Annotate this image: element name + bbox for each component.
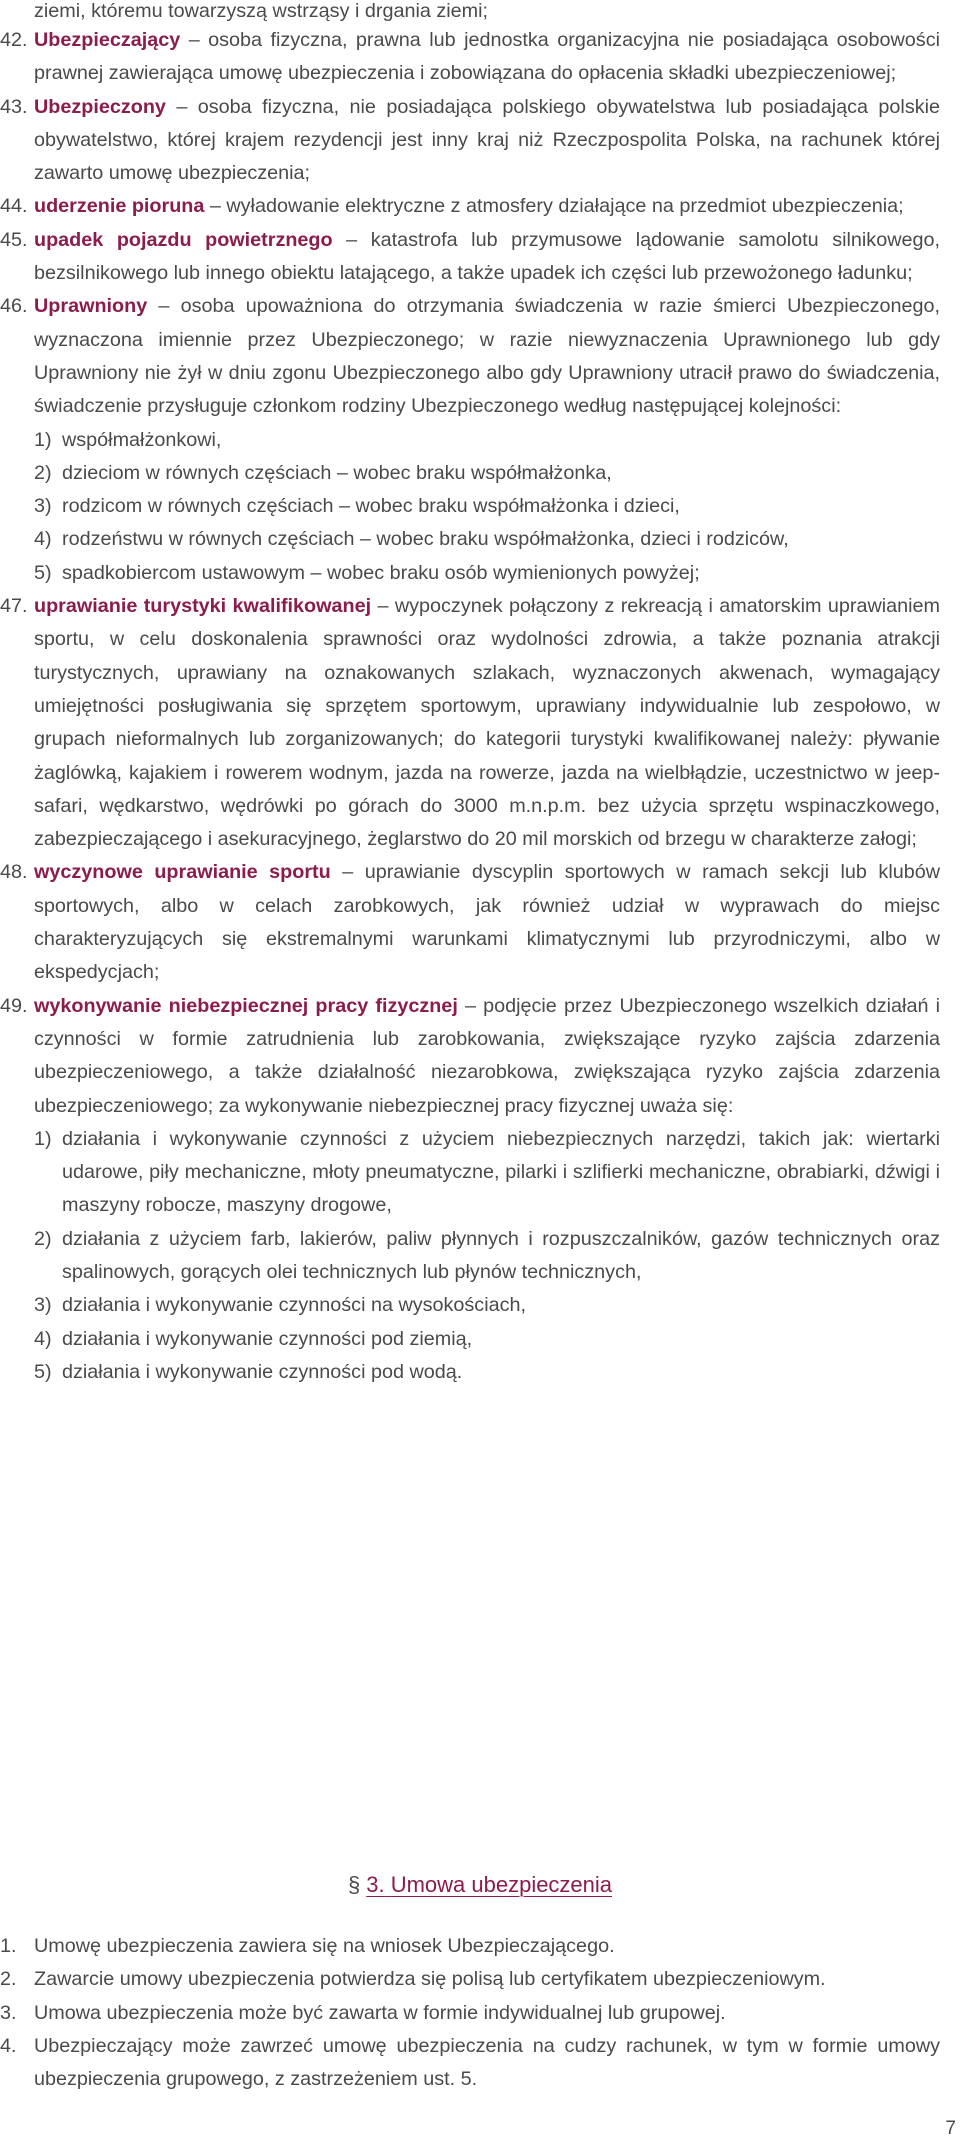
- paragraph-item: [0, 1997, 940, 2030]
- paragraph-text: Zawarcie umowy ubezpieczenia potwierdza się polisą lub certyfikatem ubezpieczeniowym.: [34, 1968, 826, 1991]
- paragraph-text: Ubezpieczający może zawrzeć umowę ubezpieczenia na cudzy rachunek, w tym w formie umowy ubezpieczenia grupowego, z zastrzeżeniem ust. 5.: [34, 2034, 940, 2091]
- definition-text: – osoba fizyczna, nie posiadająca polskiego obywatelstwa lub posiadająca polskie obywatelstwo, której krajem rezydencji jest inny kraj niż Rzeczpospolita Polska, na rachunek której zawarto umowę ubezpieczenia;: [34, 95, 940, 185]
- section-heading: [0, 1870, 960, 1900]
- definition-number: 49.: [0, 994, 28, 1017]
- paragraph-item: [0, 2030, 940, 2097]
- definition-text: – wypoczynek połączony z rekreacją i amatorskim uprawianiem sportu, w celu doskonalenia sprawności oraz wydolności zdrowia, a także poznania atrakcji turystycznych, uprawiany na oznakowanych szlakach, wyznaczonych akwenach, wymagający umiejętności posługiwania się sprzętem sportowym, uprawiany indywidualnie lub zespołowo, w grupach nieformalnych lub zorganizowanych; do kategorii turystyki kwalifikowanej należy: pływanie żaglówką, kajakiem i rowerem wodnym, jazda na rowerze, jazda na wielbłądzie, uczestnictwo w jeep-safari, wędkarstwo, wędrówki po górach do 3000 m.n.p.m. bez użycia sprzętu wspinaczkowego, zabezpieczającego i asekuracyjnego, żeglarstwo do 20 mil morskich od brzegu w charakterze załogi;: [34, 595, 940, 851]
- paragraph-list: [0, 1930, 940, 2096]
- definition-number: 47.: [0, 595, 28, 618]
- definition-number: 42.: [0, 29, 28, 51]
- definition-text: – osoba fizyczna, prawna lub jednostka organizacyjna nie posiadająca osobowości prawnej zawierająca umowę ubezpieczenia i zobowiązana do opłacenia składki ubezpieczeniowej;: [34, 29, 940, 85]
- definition-item: [0, 290, 940, 590]
- section-title: Umowa ubezpieczenia: [390, 1872, 613, 1897]
- definition-term: Uprawniony: [34, 295, 148, 318]
- definition-text: – podjęcie przez Ubezpieczonego wszelkich działań i czynności w formie zatrudnienia lub zarobkowania, zwiększające ryzyko zajścia zdarzenia ubezpieczeniowego, a także działalność niezarobkowa, zwiększająca ryzyko zajścia zdarzenia ubezpieczeniowego; za wykonywanie niebezpiecznej pracy fizycznej uważa się:: [34, 994, 940, 1117]
- definitions-list: [0, 24, 960, 1389]
- sub-list-text: działania z użyciem farb, lakierów, paliw płynnych i rozpuszczalników, gazów technicznych oraz spalinowych, gorących olei technicznych lub płynów technicznych,: [62, 1227, 940, 1283]
- definition-term: Ubezpieczony: [34, 95, 166, 118]
- sub-list-text: rodzicom w równych częściach – wobec braku współmałżonka i dzieci,: [62, 495, 680, 518]
- sub-list-item: [34, 1289, 940, 1322]
- paragraph-number: 3.: [0, 2001, 17, 2024]
- definition-text: – wyładowanie elektryczne z atmosfery działające na przedmiot ubezpieczenia;: [204, 195, 904, 218]
- definition-item: [0, 91, 940, 191]
- sub-list-text: dzieciom w równych częściach – wobec braku współmałżonka,: [62, 461, 612, 484]
- definition-number: 43.: [0, 95, 28, 118]
- section-sign-icon: §: [347, 1872, 361, 1897]
- definition-term: wykonywanie niebezpiecznej pracy fizycznej: [34, 994, 458, 1017]
- paragraph-item: [0, 1963, 940, 1996]
- definition-item: [0, 190, 940, 223]
- sub-list-text: działania i wykonywanie czynności na wysokościach,: [62, 1294, 526, 1317]
- sub-list-item: [34, 523, 940, 556]
- definition-term: uprawianie turystyki kwalifikowanej: [34, 595, 372, 618]
- paragraph-number: 2.: [0, 1968, 17, 1991]
- definition-number: 44.: [0, 195, 28, 218]
- sub-list-text: działania i wykonywanie czynności pod ziemią,: [62, 1327, 473, 1350]
- sub-list-number: 1): [34, 428, 52, 451]
- definition-item: [0, 990, 940, 1390]
- sub-list-item: [34, 1223, 940, 1290]
- sub-list-text: spadkobiercom ustawowym – wobec braku osób wymienionych powyżej;: [62, 561, 700, 584]
- sub-list-number: 4): [34, 528, 52, 551]
- definition-text: – osoba upoważniona do otrzymania świadczenia w razie śmierci Ubezpieczonego, wyznaczona imiennie przez Ubezpieczonego; w razie niewyznaczenia Uprawnionego lub gdy Uprawniony nie żył w dniu zgonu Ubezpieczonego albo gdy Uprawniony utracił prawo do świadczenia, świadczenie przysługuje członkom rodziny Ubezpieczonego według następującej kolejności:: [34, 295, 940, 418]
- definition-number: 48.: [0, 861, 28, 884]
- continued-text: ziemi, któremu towarzyszą wstrząsy i drgania ziemi;: [34, 0, 488, 22]
- page-number: 7: [945, 2118, 956, 2139]
- sub-list-number: 5): [34, 1360, 52, 1383]
- definition-number: 46.: [0, 295, 28, 318]
- sub-list-number: 3): [34, 1294, 52, 1317]
- sub-list-item: [34, 557, 940, 590]
- sub-list-number: 2): [34, 1227, 52, 1250]
- sub-list-item: [34, 457, 940, 490]
- sub-list-number: 2): [34, 461, 52, 484]
- definition-term: Ubezpieczający: [34, 29, 181, 51]
- sub-list-text: działania i wykonywanie czynności z użyciem niebezpiecznych narzędzi, takich jak: wiertarki udarowe, piły mechaniczne, młoty pneumatyczne, pilarki i szlifierki mechaniczne, obrabiarki, dźwigi i maszyny robocze, maszyny drogowe,: [62, 1127, 940, 1217]
- paragraph-number: 4.: [0, 2034, 17, 2057]
- definition-number: 45.: [0, 228, 28, 251]
- sub-list-item: [34, 1323, 940, 1356]
- section-number: 3.: [366, 1872, 385, 1897]
- definition-item: [0, 856, 940, 989]
- sub-list-item: [34, 1123, 940, 1223]
- sub-list-text: rodzeństwu w równych częściach – wobec braku współmałżonka, dzieci i rodziców,: [62, 528, 789, 551]
- sub-list-item: [34, 1356, 940, 1389]
- definition-term: wyczynowe uprawianie sportu: [34, 861, 331, 884]
- definition-item: [0, 590, 940, 856]
- definition-item: [0, 24, 940, 91]
- definition-term: uderzenie pioruna: [34, 195, 205, 218]
- paragraph-text: Umowa ubezpieczenia może być zawarta w formie indywidualnej lub grupowej.: [34, 2001, 726, 2024]
- sub-list-item: [34, 424, 940, 457]
- sub-list-text: działania i wykonywanie czynności pod wodą.: [62, 1360, 463, 1383]
- sub-list-number: 3): [34, 495, 52, 518]
- paragraph-item: [0, 1930, 940, 1963]
- sub-list-text: współmałżonkowi,: [62, 428, 222, 451]
- sub-list-number: 4): [34, 1327, 52, 1350]
- definition-term: upadek pojazdu powietrznego: [34, 228, 333, 251]
- paragraph-text: Umowę ubezpieczenia zawiera się na wniosek Ubezpieczającego.: [34, 1935, 615, 1957]
- sub-list-number: 1): [34, 1127, 52, 1150]
- paragraph-number: 1.: [0, 1935, 17, 1957]
- definition-text: – katastrofa lub przymusowe lądowanie samolotu silnikowego, bezsilnikowego lub innego obiektu latającego, a także upadek ich części lub przewożonego ładunku;: [34, 228, 940, 285]
- sub-list-item: [34, 490, 940, 523]
- definition-item: [0, 224, 940, 291]
- sub-list-number: 5): [34, 561, 52, 584]
- definition-text: – uprawianie dyscyplin sportowych w ramach sekcji lub klubów sportowych, albo w celach zarobkowych, jak również udział w wyprawach do miejsc charakteryzujących się ekstremalnymi warunkami klimatycznymi lub przyrodniczymi, albo w ekspedycjach;: [34, 861, 941, 984]
